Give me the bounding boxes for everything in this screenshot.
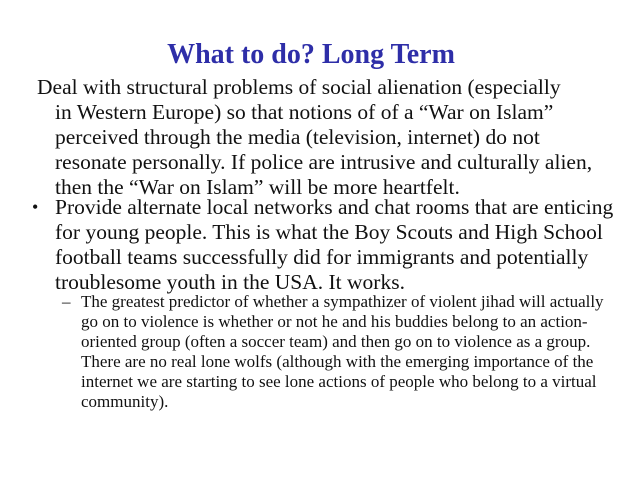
sub-bullet-item <box>62 292 612 412</box>
bullet-dot-icon: • <box>32 197 39 217</box>
intro-paragraph <box>37 75 612 200</box>
sub-bullet-text: The greatest predictor of whether a sympathizer of violent jihad will actually go on to violence is whether or not he and his buddies belong to an action-oriented group (often a soccer team) and then go on to violence as a group. There are no real lone wolfs (although with the emerging importance of the internet we are starting to see lone actions of people who belong to a virtual community). <box>81 292 604 411</box>
intro-continuation: in Western Europe) so that notions of of a “War on Islam” perceived through the media (television, internet) do not resonate personally. If police are intrusive and culturally alien, then the “War on Islam” will be more heartfelt. <box>55 100 593 199</box>
dash-bullet-icon: – <box>62 292 71 311</box>
intro-first-line: Deal with structural problems of social alienation (especially <box>37 75 561 99</box>
bullet-text: Provide alternate local networks and chat rooms that are enticing for young people. This is what the Boy Scouts and High School football teams successfully did for immigrants and potentially troublesome youth in the USA. It works. <box>55 195 614 294</box>
slide-title: What to do? Long Term <box>167 39 455 70</box>
bullet-item <box>32 195 617 295</box>
